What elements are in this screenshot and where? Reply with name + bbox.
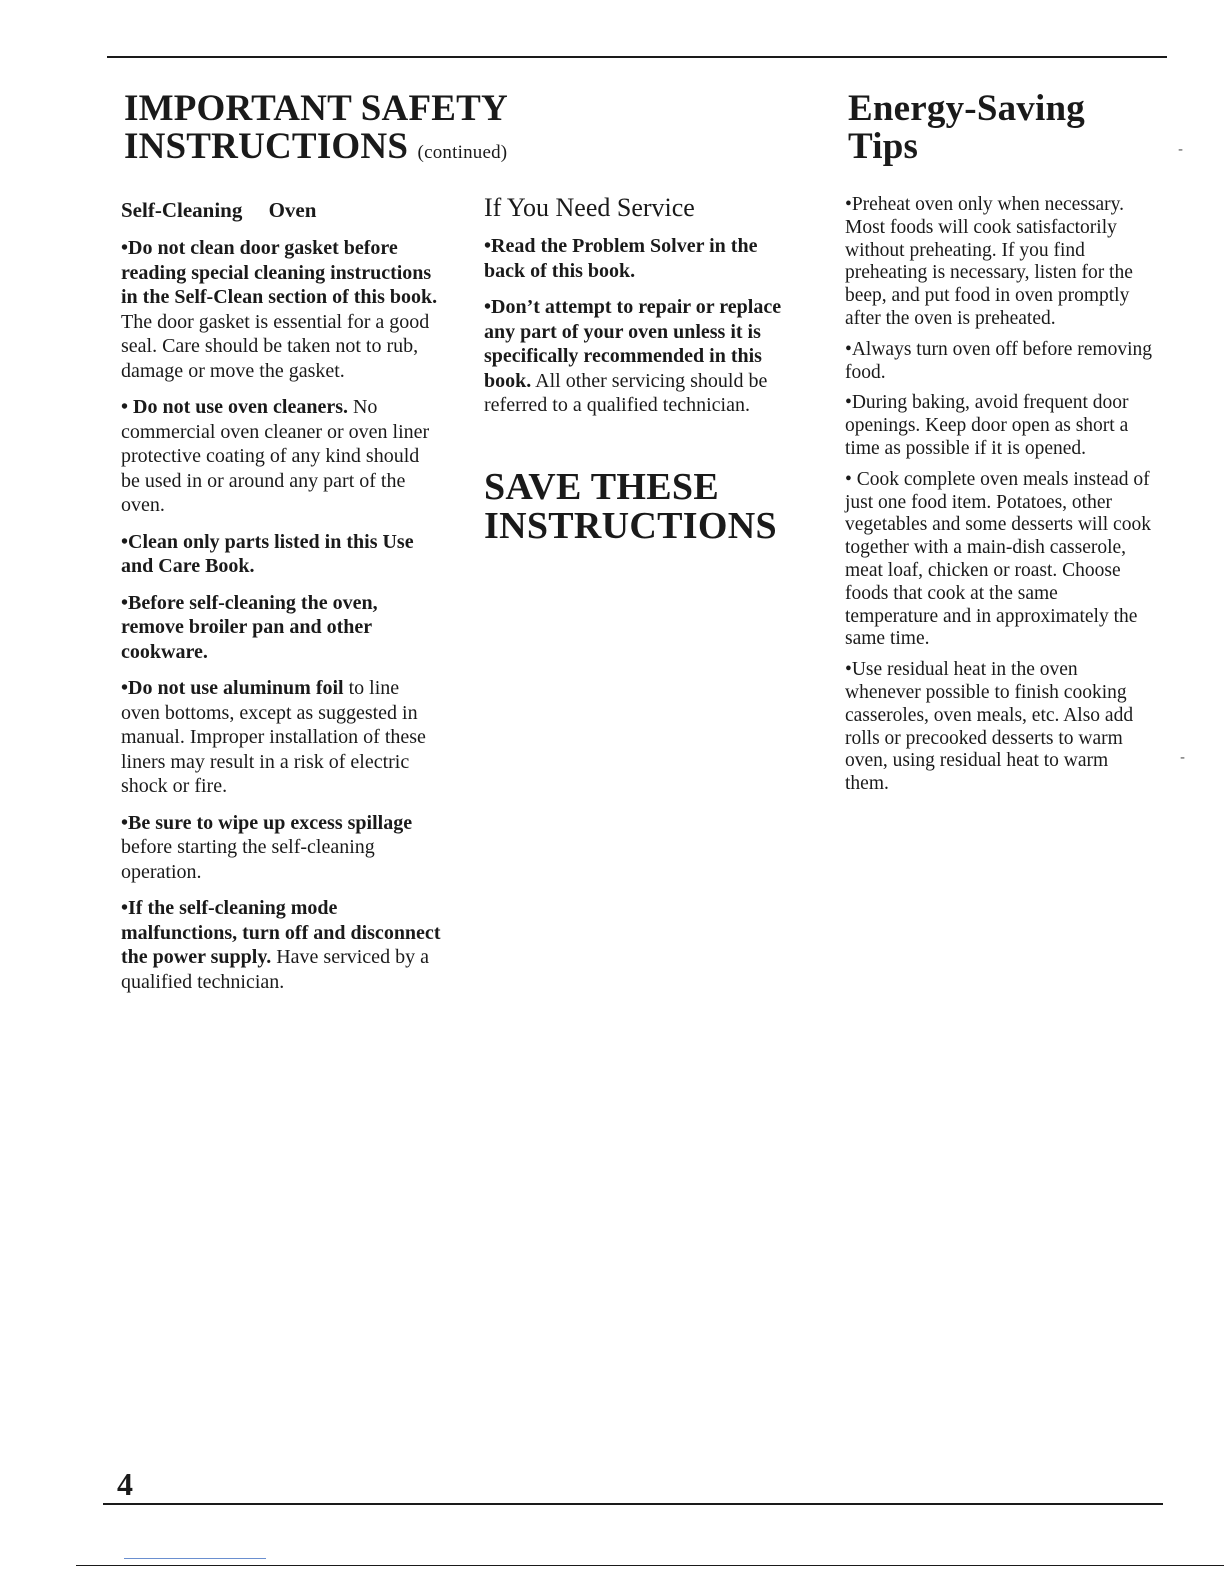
item-normal-text: Have serviced by a qualified technician. xyxy=(121,946,429,993)
energy-title-line2: Tips xyxy=(848,126,919,167)
item-normal-text: All other servicing should be referred to a qualified technician. xyxy=(484,369,768,416)
tip-item: •Use residual heat in the oven whenever possible to finish cooking casseroles, oven meals, etc. Also add rolls or precooked desserts to warm oven, using residual heat to warm them. xyxy=(845,659,1134,795)
footer-rule xyxy=(76,1565,1224,1566)
self-cleaning-item xyxy=(121,896,441,994)
save-line1: SAVE THESE xyxy=(484,465,720,508)
save-line2: INSTRUCTIONS xyxy=(484,504,777,547)
bottom-rule xyxy=(103,1503,1163,1505)
item-bold-text: •Be sure to wipe up excess spillage xyxy=(121,811,413,834)
tip-item: •Preheat oven only when necessary. Most foods will cook satisfactorily without preheating. If you find preheating is necessary, listen for the beep, and put food in oven promptly after the oven is preheated. xyxy=(845,194,1133,329)
self-cleaning-item xyxy=(121,530,441,579)
self-cleaning-item xyxy=(121,676,441,799)
top-rule xyxy=(107,56,1167,58)
tip-item: •During baking, avoid frequent door openings. Keep door open as short a time as possible if it is opened. xyxy=(845,392,1129,459)
self-cleaning-item xyxy=(121,395,441,518)
item-bold-text: •If the self-cleaning mode malfunctions, turn off and disconnect the power supply. xyxy=(121,897,441,968)
tips-column xyxy=(845,194,1155,804)
continued-label: (continued) xyxy=(417,142,508,163)
safety-title-line2: INSTRUCTIONS xyxy=(124,126,409,167)
self-cleaning-item xyxy=(121,236,441,383)
item-normal-text: No commercial oven cleaner or oven liner protective coating of any kind should be used in or around any part of the oven. xyxy=(121,396,430,516)
energy-title-line1: Energy-Saving xyxy=(848,88,1085,129)
save-instructions-heading xyxy=(484,465,802,547)
item-bold-text: •Clean only parts listed in this Use and Care Book. xyxy=(121,530,414,577)
safety-title-block xyxy=(124,90,564,172)
service-heading: If You Need Service xyxy=(484,193,695,222)
item-normal-text: before starting the self-cleaning operation. xyxy=(121,836,375,883)
tip-item: • Cook complete oven meals instead of just one food item. Potatoes, other vegetables and some desserts will cook together with a main-dish casserole, meat loaf, chicken or roast. Choose foods that cook at the same temperature and in approximately the same time. xyxy=(845,468,1151,650)
footer-accent-rule xyxy=(124,1558,266,1559)
item-bold-text: • Do not use oven cleaners. xyxy=(121,396,353,418)
item-normal-text: to line oven bottoms, except as suggested in manual. Improper installation of these liners may result in a risk of electric shock or fire. xyxy=(121,677,426,797)
item-bold-text: •Before self-cleaning the oven, remove broiler pan and other cookware. xyxy=(121,591,378,663)
energy-title-block xyxy=(848,90,1168,166)
safety-title-line1: IMPORTANT SAFETY xyxy=(124,88,508,129)
tip-item: •Always turn oven off before removing food. xyxy=(845,338,1153,383)
self-cleaning-item xyxy=(121,811,441,885)
margin-mark: - xyxy=(1178,142,1184,158)
margin-mark: - xyxy=(1180,750,1186,766)
item-bold-text: •Read the Problem Solver in the back of this book. xyxy=(484,235,758,282)
item-bold-text: •Don’t attempt to repair or replace any part of your oven unless it is specifically recommended in this book. xyxy=(484,296,782,392)
item-normal-text: The door gasket is essential for a good seal. Care should be taken not to rub, damage or move the gasket. xyxy=(121,310,430,382)
service-item xyxy=(484,295,802,418)
safety-title xyxy=(124,90,564,172)
energy-title xyxy=(848,90,1168,166)
page-number: 4 xyxy=(117,1466,133,1502)
self-cleaning-heading: Self-Cleaning Oven xyxy=(121,198,317,222)
self-cleaning-item xyxy=(121,591,441,665)
self-cleaning-column xyxy=(121,198,441,1006)
service-column xyxy=(484,194,802,546)
item-bold-text: •Do not clean door gasket before reading special cleaning instructions in the Self-Clean section of this book. xyxy=(121,237,438,308)
item-bold-text: •Do not use aluminum foil xyxy=(121,677,344,699)
service-item xyxy=(484,234,802,283)
